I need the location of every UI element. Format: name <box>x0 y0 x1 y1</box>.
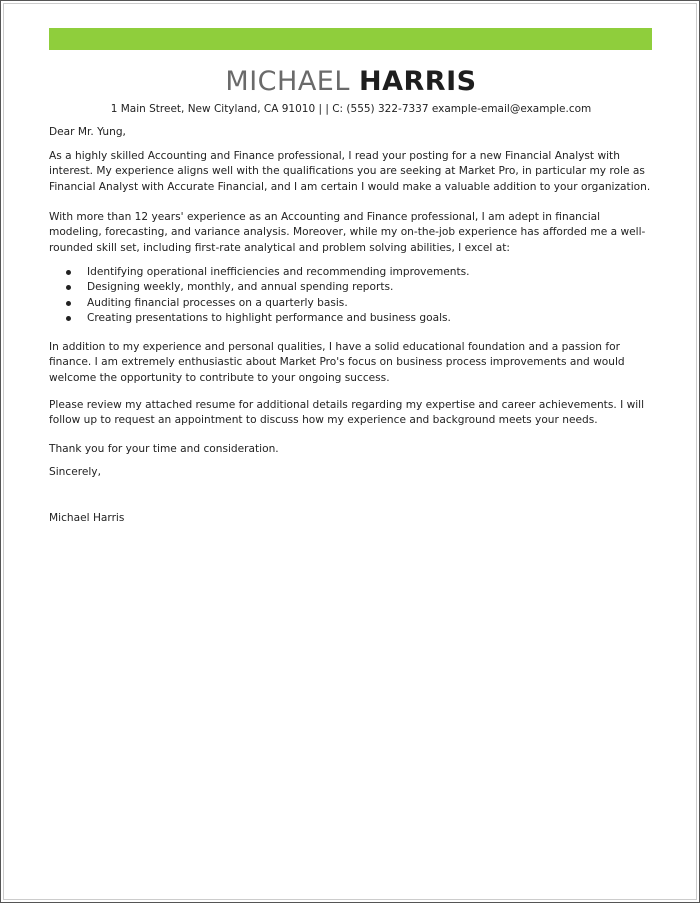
paragraph-experience <box>49 210 655 256</box>
skills-list <box>49 265 649 327</box>
paragraph-thanks: Thank you for your time and consideration. <box>49 443 279 455</box>
first-name: MICHAEL <box>225 66 350 97</box>
paragraph-text: In addition to my experience and personal qualities, I have a solid educational foundation and a passion for finance. I am extremely enthusiastic about Market Pro's focus on business process improvements and would welcome the opportunity to contribute to your ongoing success. <box>49 341 625 384</box>
bullet-icon <box>66 316 71 321</box>
list-item-text: Identifying operational inefficiencies and recommending improvements. <box>87 266 470 278</box>
list-item-text: Auditing financial processes on a quarterly basis. <box>87 296 348 309</box>
closing: Sincerely, <box>49 466 101 478</box>
last-name: HARRIS <box>359 66 477 97</box>
header-accent-bar <box>49 28 652 50</box>
bullet-icon <box>66 270 71 275</box>
bullet-icon <box>66 285 71 290</box>
paragraph-text: As a highly skilled Accounting and Finance professional, I read your posting for a new Financial Analyst with interest. My experience aligns well with the qualifications you are seeking at Market Pro, in particular my role as Financial Analyst with Accurate Financial, and I am certain I would make a valuable addition to your organization. <box>49 150 651 193</box>
list-item <box>49 280 649 295</box>
list-item-text: Creating presentations to highlight performance and business goals. <box>87 312 451 325</box>
sender-name <box>1 65 700 99</box>
list-item <box>49 311 649 326</box>
contact-info: 1 Main Street, New Cityland, CA 91010 | | C: (555) 322-7337 example-email@example.com <box>110 103 592 115</box>
bullet-icon <box>66 301 71 306</box>
salutation: Dear Mr. Yung, <box>49 126 126 138</box>
list-item <box>49 265 649 280</box>
list-item <box>49 296 649 311</box>
paragraph-education <box>49 340 655 386</box>
paragraph-text: With more than 12 years' experience as an Accounting and Finance professional, I am adept in financial modeling, forecasting, and variance analysis. Moreover, while my on-the-job experience has afforded me a well-rounded skill set, including first-rate analytical and problem solving abilities, I excel at: <box>49 211 646 254</box>
list-item-text: Designing weekly, monthly, and annual spending reports. <box>87 281 394 294</box>
paragraph-followup <box>49 398 655 429</box>
paragraph-text: Please review my attached resume for additional details regarding my expertise and career achievements. I will follow up to request an appointment to discuss how my experience and background meets your needs. <box>49 399 645 427</box>
signature-name: Michael Harris <box>49 512 125 524</box>
paragraph-intro <box>49 149 655 195</box>
